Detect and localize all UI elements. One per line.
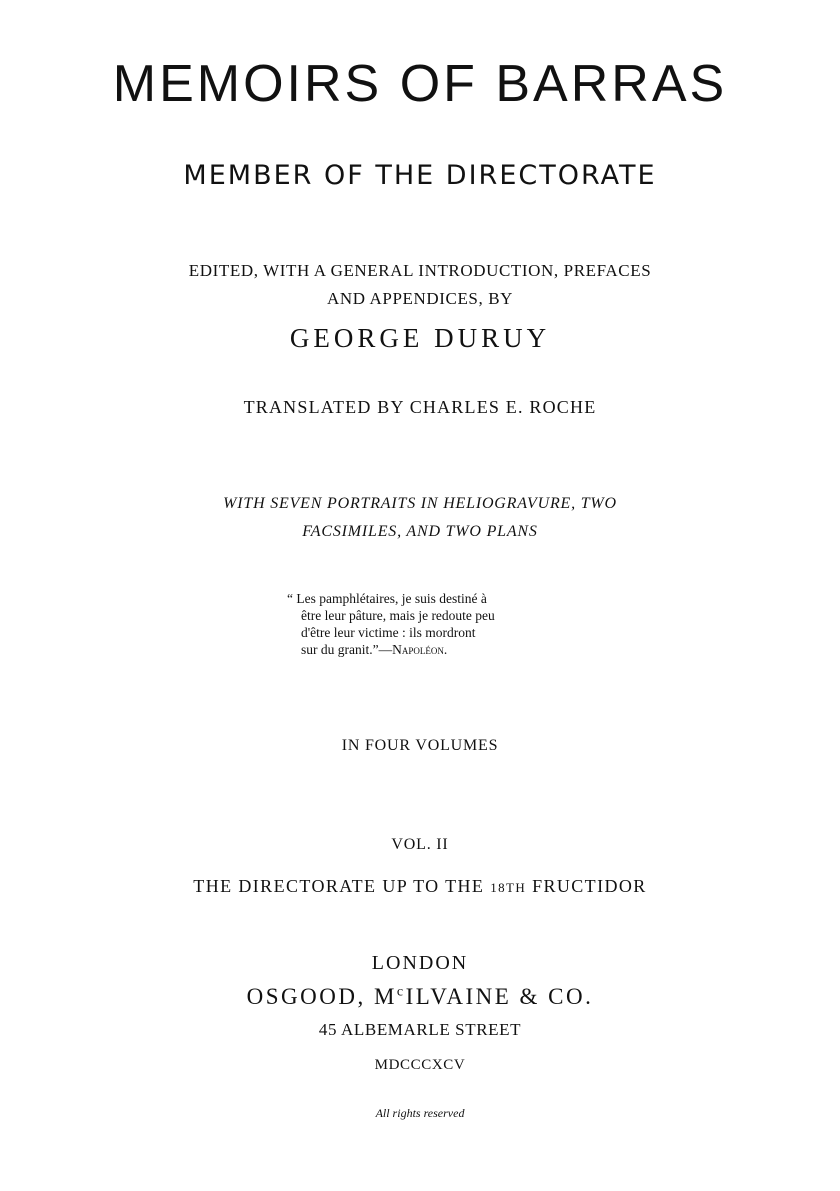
epigraph-line-1: “ Les pamphlétaires, je suis destiné à <box>287 591 487 606</box>
publisher-name-sup: c <box>396 984 406 1000</box>
epigraph-line-2: être leur pâture, mais je redoute peu <box>301 608 495 623</box>
editor-name: GEORGE DURUY <box>289 323 551 353</box>
book-subtitle: MEMBER OF THE DIRECTORATE <box>183 160 657 191</box>
translator-line: TRANSLATED BY CHARLES E. ROCHE <box>243 397 597 417</box>
book-title: MEMOIRS OF BARRAS <box>112 55 728 113</box>
epigraph-line-4 <box>287 641 577 658</box>
edited-by-line-1: EDITED, WITH A GENERAL INTRODUCTION, PREFACES <box>188 261 652 280</box>
illustrations-line-2: FACSIMILES, AND TWO PLANS <box>302 523 538 540</box>
volume-title-after: FRUCTIDOR <box>532 876 647 896</box>
publication-year: MDCCCXCV <box>374 1057 466 1073</box>
illustrations-line-1: WITH SEVEN PORTRAITS IN HELIOGRAVURE, TWO <box>223 495 617 512</box>
epigraph-line-3: d'être leur victime : ils mordront <box>301 625 476 640</box>
publisher-name-part1: OSGOOD, M <box>246 984 397 1009</box>
publisher-name-part2: ILVAINE & CO. <box>405 984 594 1009</box>
epigraph-text-end: sur du granit.”— <box>301 642 393 657</box>
publisher-address: 45 ALBEMARLE STREET <box>318 1020 522 1039</box>
edited-by-line-2: AND APPENDICES, BY <box>326 289 514 308</box>
epigraph <box>287 590 577 658</box>
epigraph-author: Napoléon. <box>392 642 448 657</box>
volume-count: IN FOUR VOLUMES <box>341 737 499 754</box>
publisher-city: LONDON <box>371 952 469 974</box>
volume-title-date: 18TH <box>490 880 527 895</box>
rights-notice: All rights reserved <box>375 1106 465 1120</box>
volume-title-before: THE DIRECTORATE UP TO THE <box>193 876 485 896</box>
volume-number: VOL. II <box>391 836 449 853</box>
publisher-name <box>0 985 840 1008</box>
volume-title <box>0 877 840 895</box>
